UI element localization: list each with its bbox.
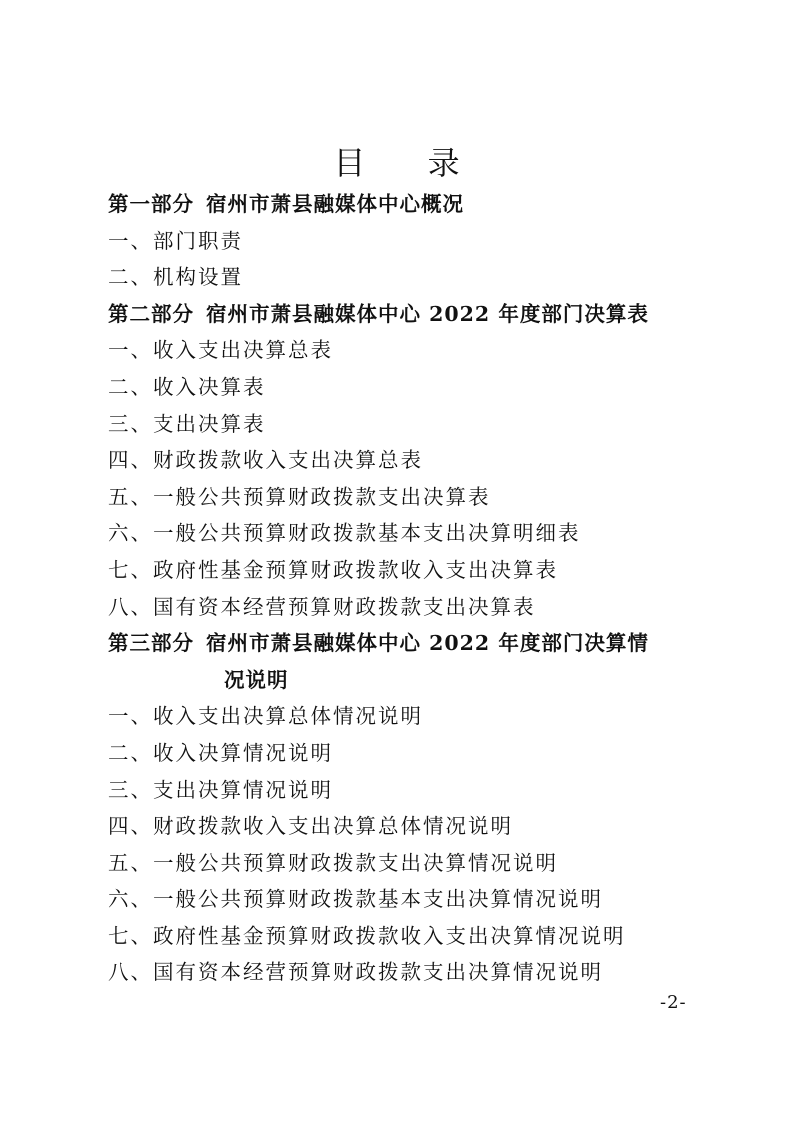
toc-item[interactable]: 五、一般公共预算财政拨款支出决算情况说明 xyxy=(108,850,558,875)
page-number: -2- xyxy=(660,992,687,1013)
toc-item[interactable]: 七、政府性基金预算财政拨款收入支出决算情况说明 xyxy=(108,923,626,948)
part-heading-3[interactable] xyxy=(108,625,728,662)
part-title: 宿州市萧县融媒体中心 2022 年度部门决算情 xyxy=(206,631,649,656)
toc-item[interactable]: 二、收入决算情况说明 xyxy=(108,740,333,765)
toc-item[interactable]: 四、财政拨款收入支出决算总表 xyxy=(108,448,423,473)
toc-item[interactable]: 八、国有资本经营预算财政拨款支出决算表 xyxy=(108,594,536,619)
toc-item[interactable]: 一、部门职责 xyxy=(108,228,243,253)
toc-item[interactable]: 二、机构设置 xyxy=(108,265,243,290)
toc-item[interactable]: 二、收入决算表 xyxy=(108,374,266,399)
part-label: 第三部分 xyxy=(108,631,194,656)
toc-item[interactable]: 三、支出决算情况说明 xyxy=(108,777,333,802)
table-of-contents xyxy=(108,186,728,991)
part-label: 第一部分 xyxy=(108,192,194,216)
toc-item[interactable]: 一、收入支出决算总表 xyxy=(108,338,333,363)
toc-item[interactable]: 六、一般公共预算财政拨款基本支出决算情况说明 xyxy=(108,887,603,912)
toc-item[interactable]: 四、财政拨款收入支出决算总体情况说明 xyxy=(108,814,513,839)
part-title: 宿州市萧县融媒体中心 2022 年度部门决算表 xyxy=(206,301,649,326)
toc-item[interactable]: 八、国有资本经营预算财政拨款支出决算情况说明 xyxy=(108,960,603,985)
toc-item[interactable]: 六、一般公共预算财政拨款基本支出决算明细表 xyxy=(108,521,581,546)
toc-title: 目 录 xyxy=(333,144,486,182)
part-heading-1[interactable] xyxy=(108,186,728,223)
part-title: 宿州市萧县融媒体中心概况 xyxy=(206,192,464,216)
part-label: 第二部分 xyxy=(108,301,194,326)
toc-item[interactable]: 一、收入支出决算总体情况说明 xyxy=(108,704,423,729)
part-heading-3-continuation[interactable]: 况说明 xyxy=(224,667,289,692)
part-heading-2[interactable] xyxy=(108,296,728,333)
toc-item[interactable]: 三、支出决算表 xyxy=(108,411,266,436)
toc-item[interactable]: 七、政府性基金预算财政拨款收入支出决算表 xyxy=(108,557,558,582)
toc-item[interactable]: 五、一般公共预算财政拨款支出决算表 xyxy=(108,484,491,509)
